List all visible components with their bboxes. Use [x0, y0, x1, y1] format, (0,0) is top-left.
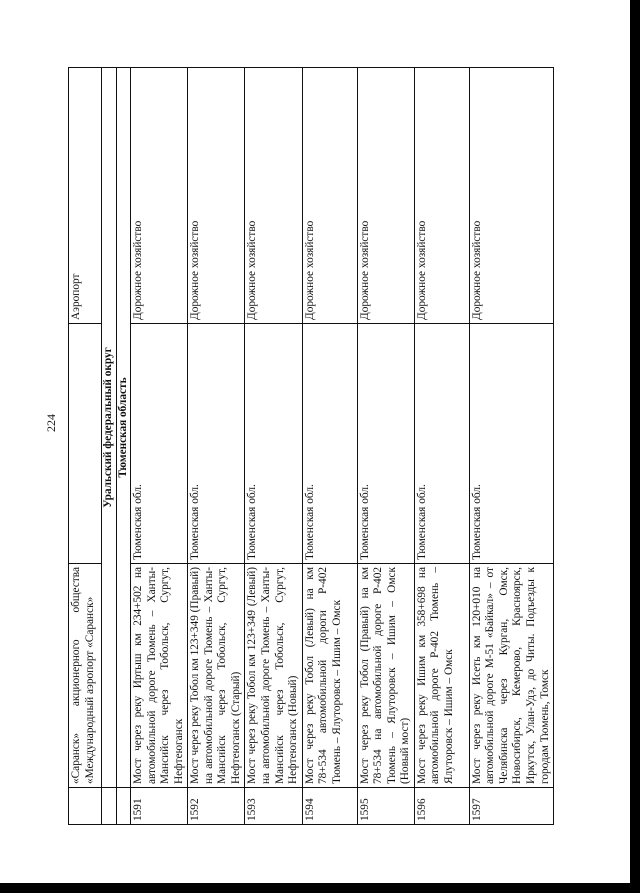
- category-cell: Дорожное хозяйство: [302, 68, 357, 324]
- category-cell: Аэропорт: [69, 68, 102, 324]
- region-spacer-cell: [116, 788, 131, 825]
- table-row: [302, 68, 357, 825]
- table-row: [131, 68, 188, 825]
- row-number-cell: [69, 788, 102, 825]
- table-row: [469, 68, 553, 825]
- district-header: Уральский федеральный округ: [102, 68, 117, 788]
- table-row: [188, 68, 245, 825]
- region-cell: [69, 324, 102, 564]
- region-cell: Тюменская обл.: [131, 324, 188, 564]
- row-number-cell: 1595: [357, 788, 414, 825]
- region-cell: Тюменская обл.: [302, 324, 357, 564]
- facilities-table: [68, 67, 554, 825]
- district-spacer-cell: [102, 788, 117, 825]
- region-cell: Тюменская обл.: [469, 324, 553, 564]
- category-cell: Дорожное хозяйство: [357, 68, 414, 324]
- region-header: Тюменская область: [116, 68, 131, 788]
- scan-border-bottom: [0, 883, 640, 893]
- category-cell: Дорожное хозяйство: [188, 68, 245, 324]
- scan-border-right: [630, 0, 640, 893]
- description-cell: Мост через реку Тобол км 123+349 (Правый) на автомобильной дороге Тюмень – Ханты-Мансийск через Тобольск, Сургут, Нефтеюганск (Старый): [188, 564, 245, 788]
- description-cell: Мост через реку Тобол (Левый) на км 78+534 автомобильной дороги Р-402 Тюмень – Ялуторовск – Ишим – Омск: [302, 564, 357, 788]
- region-cell: Тюменская обл.: [357, 324, 414, 564]
- category-cell: Дорожное хозяйство: [131, 68, 188, 324]
- region-cell: Тюменская обл.: [188, 324, 245, 564]
- description-cell: Мост через реку Ишим км 358+698 на автомобильной дороге Р-402 Тюмень – Ялуторовск – Ишим – Омск: [414, 564, 469, 788]
- row-number-cell: 1593: [245, 788, 302, 825]
- page-number: 224: [44, 414, 58, 432]
- row-number-cell: 1596: [414, 788, 469, 825]
- description-cell: Мост через реку Исеть км 120+010 на автомобильной дороге М-51 «Байкал» – от Челябинска через Курган, Омск, Новосибирск, Кемерово, Красноярск, Иркутск, Улан-Удэ, до Читы. Подъезды к городам Тюмень, Томск: [469, 564, 553, 788]
- district-header-row: [102, 68, 117, 825]
- row-number-cell: 1591: [131, 788, 188, 825]
- description-cell: Мост через реку Иртыш км 234+502 на автомобильной дороге Тюмень – Ханты-Мансийск через Тобольск, Сургут, Нефтеюганск: [131, 564, 188, 788]
- category-cell: Дорожное хозяйство: [414, 68, 469, 324]
- row-number-cell: 1592: [188, 788, 245, 825]
- table-row: [245, 68, 302, 825]
- category-cell: Дорожное хозяйство: [469, 68, 553, 324]
- table-row: [414, 68, 469, 825]
- rotated-table-container: [68, 68, 583, 825]
- description-cell: «Саранск» акционерного общества «Международный аэропорт «Саранск»: [69, 564, 102, 788]
- description-cell: Мост через реку Тобол км 123+349 (Левый) на автомобильной дороге Тюмень – Ханты-Мансийск через Тобольск, Сургут, Нефтеюганск (Новый): [245, 564, 302, 788]
- description-cell: Мост через реку Тобол (Правый) на км 78+534 на автомобильной дороге Р-402 Тюмень – Ялуторовск – Ишим – Омск (Новый мост): [357, 564, 414, 788]
- region-header-row: [116, 68, 131, 825]
- row-number-cell: 1597: [469, 788, 553, 825]
- row-number-cell: 1594: [302, 788, 357, 825]
- region-cell: Тюменская обл.: [414, 324, 469, 564]
- continuation-row: [69, 68, 102, 825]
- table-row: [357, 68, 414, 825]
- region-cell: Тюменская обл.: [245, 324, 302, 564]
- category-cell: Дорожное хозяйство: [245, 68, 302, 324]
